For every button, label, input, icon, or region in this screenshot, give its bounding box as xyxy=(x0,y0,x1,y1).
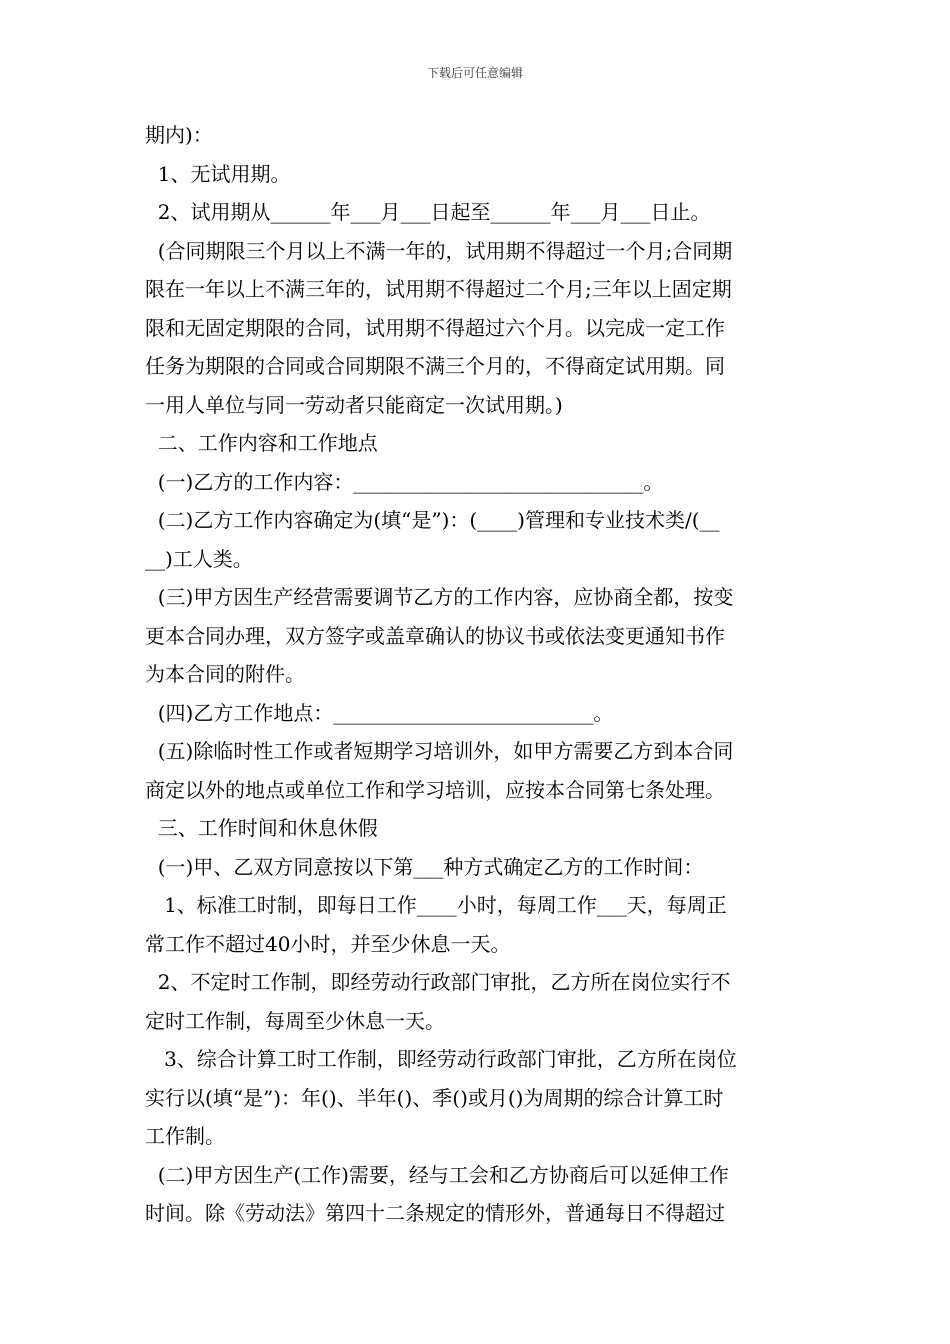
text-line: (二)乙方工作内容确定为(填“是”)：(____)管理和专业技术类/(__ xyxy=(145,508,720,532)
text-line: 1、无试用期。 xyxy=(145,161,291,186)
text-line: (一)甲、乙双方同意按以下第___种方式确定乙方的工作时间： xyxy=(145,854,704,879)
text-line: (二)甲方因生产(工作)需要，经与工会和乙方协商后可以延伸工作 xyxy=(145,1162,729,1187)
text-line: __)工人类。 xyxy=(145,546,253,571)
section-heading: 三、工作时间和休息休假 xyxy=(145,816,378,840)
text-line: 时间。除《劳动法》第四十二条规定的情形外，普通每日不得超过 xyxy=(145,1201,725,1225)
text-line: 任务为期限的合同或合同期限不满三个月的，不得商定试用期。同 xyxy=(145,354,725,378)
text-line: 2、不定时工作制，即经劳动行政部门审批，乙方所在岗位实行不 xyxy=(145,970,731,994)
text-line: 定时工作制，每周至少休息一天。 xyxy=(145,1008,445,1033)
text-line: 1、标准工时制，即每日工作____小时，每周工作___天，每周正 xyxy=(145,893,727,917)
text-line: 商定以外的地点或单位工作和学习培训，应按本合同第七条处理。 xyxy=(145,777,725,802)
text-line: 常工作不超过40小时，并至少休息一天。 xyxy=(145,931,511,956)
text-line: 一用人单位与同一劳动者只能商定一次试用期。) xyxy=(145,392,563,417)
text-line: (五)除临时性工作或者短期学习培训外，如甲方需要乙方到本合同 xyxy=(145,739,734,763)
text-line: (一)乙方的工作内容：_____________________________。 xyxy=(145,469,664,494)
text-line: 工作制。 xyxy=(145,1124,225,1148)
text-line: 限和无固定期限的合同，试用期不得超过六个月。以完成一定工作 xyxy=(145,315,725,340)
text-line: 实行以(填“是”)：年()、半年()、季()或月()为周期的综合计算工时 xyxy=(145,1085,724,1110)
text-line: 3、综合计算工时工作制，即经劳动行政部门审批，乙方所在岗位 xyxy=(145,1047,737,1071)
text-line: 限在一年以上不满三年的，试用期不得超过二个月;三年以上固定期 xyxy=(145,277,732,301)
document-body xyxy=(145,116,810,1233)
text-line: 2、试用期从______年___月___日起至______年___月___日止。 xyxy=(145,200,711,224)
text-line: (合同期限三个月以上不满一年的，试用期不得超过一个月;合同期 xyxy=(145,238,733,263)
text-line: 为本合同的附件。 xyxy=(145,662,305,686)
page-header: 下载后可任意编辑 xyxy=(426,66,523,80)
text-line: 期内)： xyxy=(145,123,213,147)
text-line: (四)乙方工作地点：__________________________。 xyxy=(145,700,614,725)
section-heading: 二、工作内容和工作地点 xyxy=(145,431,378,455)
text-line: (三)甲方因生产经营需要调节乙方的工作内容，应协商全都，按变 xyxy=(145,585,734,609)
text-line: 更本合同办理，双方签字或盖章确认的协议书或依法变更通知书作 xyxy=(145,623,725,648)
